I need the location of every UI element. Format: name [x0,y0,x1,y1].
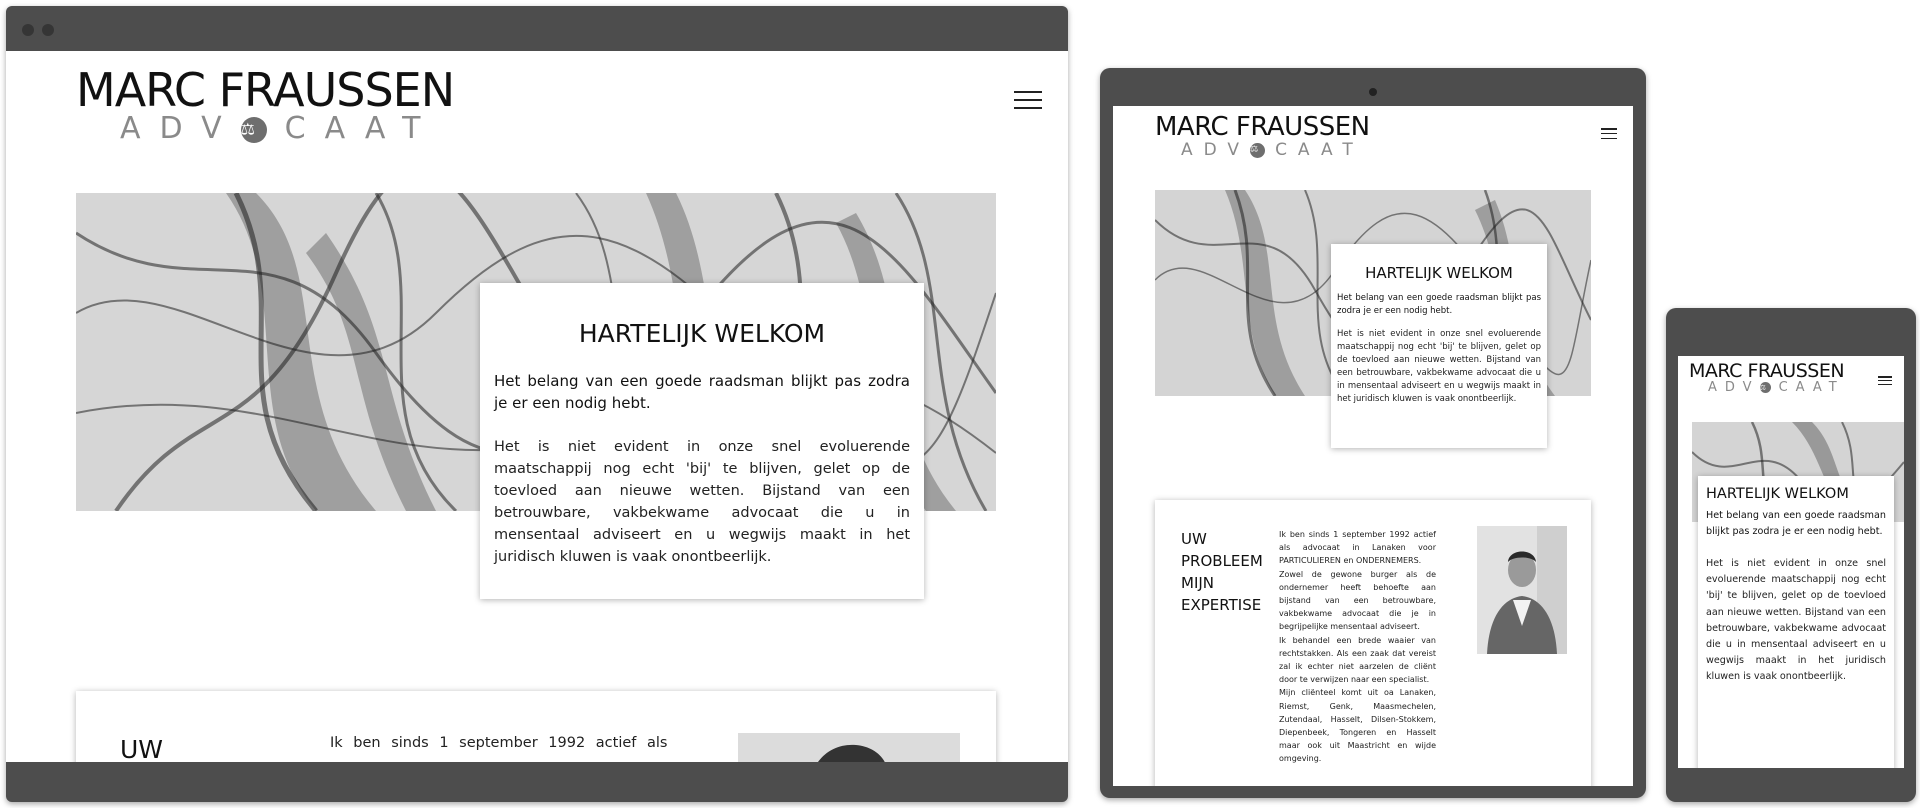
welcome-card [480,283,924,599]
welcome-title: HARTELIJK WELKOM [578,319,826,348]
hamburger-menu-icon[interactable] [1601,128,1617,139]
expertise-title-line: PROBLEEM [1181,552,1263,570]
expertise-paragraph: Ik ben sinds 1 september 1992 actief als advocaat in Lanaken voor PARTICULIEREN en ONDERNEMERS. [1279,530,1436,566]
brand-sub-pre: ADV [1181,140,1251,160]
expertise-title-line: MIJN [1181,574,1215,592]
brand-name[interactable]: MARC FRAUSSEN [76,63,455,117]
desktop-screen [6,51,1068,762]
brand-sub-post: CAAT [284,111,440,146]
phone-frame [1666,308,1916,802]
lawyer-portrait [1477,526,1567,654]
welcome-lead: Het belang van een goede raadsman blijkt pas zodra je er een nodig hebt. [1337,293,1541,316]
welcome-body: Het is niet evident in onze snel evoluerende maatschappij nog echt 'bij' te blijven, gelet op de toevloed aan nieuwe wetten. Bijstand van een betrouwbare, vakbekwame advocaat die u in mensentaal adviseert en u wegwijs maakt in het juridisch kluwen is vaak onontbeerlijk. [494,439,910,565]
welcome-body: Het is niet evident in onze snel evoluerende maatschappij nog echt 'bij' te blijven, gelet op de toevloed aan nieuwe wetten. Bijstand van een betrouwbare, vakbekwame advocaat die u in mensentaal adviseert en u wegwijs maakt in het juridisch kluwen is vaak onontbeerlijk. [1706,558,1886,683]
scales-emblem-icon [1760,382,1771,393]
scales-emblem-icon [241,117,267,143]
expertise-text [1279,528,1436,766]
scales-emblem-icon [1250,143,1265,158]
hamburger-menu-icon[interactable] [1878,376,1892,385]
window-dot [42,24,54,36]
welcome-card [1331,244,1547,448]
brand-name[interactable]: MARC FRAUSSEN [1689,360,1845,382]
welcome-card [1698,476,1894,768]
expertise-title [1181,528,1263,616]
tablet-screen [1113,106,1633,786]
welcome-title: HARTELIJK WELKOM [1365,264,1513,282]
brand-subtitle [1708,380,1845,395]
expertise-section [76,691,996,762]
tablet-camera [1369,88,1377,96]
welcome-lead: Het belang van een goede raadsman blijkt pas zodra je er een nodig hebt. [494,372,910,412]
window-dot [22,24,34,36]
tablet-frame [1100,68,1646,798]
expertise-paragraph: Zowel de gewone burger als de ondernemer heeft behoefte aan bijstand van een betrouwbare, vakbekwame advocaat die je in begrijpelijke mensentaal adviseert. [1279,569,1436,632]
welcome-lead: Het belang van een goede raadsman blijkt pas zodra je er een nodig hebt. [1706,510,1886,537]
welcome-body: Het is niet evident in onze snel evoluerende maatschappij nog echt 'bij' te blijven, gelet op de toevloed aan nieuwe wetten. Bijstand van een betrouwbare, vakbekwame advocaat die u in mensentaal adviseert en u wegwijs maakt in het juridisch kluwen is vaak onontbeerlijk. [1337,329,1541,404]
expertise-title: UW [120,735,164,762]
brand-subtitle [1181,140,1364,160]
lawyer-portrait [738,733,960,762]
expertise-section [1155,500,1591,786]
brand-sub-post: CAAT [1778,380,1845,395]
expertise-paragraph: Mijn cliënteel komt uit oa Lanaken, Riemst, Genk, Maasmechelen, Zutendaal, Hasselt, Dilsen-Stokkem, Diepenbeek, Tongeren en Hasselt maar ook uit Maastricht en wijde omgeving. [1279,688,1436,764]
brand-sub-pre: ADV [1708,380,1760,395]
expertise-paragraph: Ik behandel een brede waaier van rechtstakken. Als een zaak dat vereist zal ik echter niet aarzelen de cliënt door te verwijzen naar een specialist. [1279,635,1436,685]
phone-screen [1678,356,1904,768]
brand-sub-post: CAAT [1275,140,1364,160]
expertise-text: Ik ben sinds 1 september 1992 actief als [330,735,668,751]
brand-subtitle [120,111,439,146]
brand-name[interactable]: MARC FRAUSSEN [1155,112,1370,142]
expertise-title-line: EXPERTISE [1181,596,1262,614]
welcome-title: HARTELIJK WELKOM [1706,486,1849,502]
hamburger-menu-icon[interactable] [1014,91,1042,109]
desktop-frame [6,6,1068,802]
brand-sub-pre: ADV [120,111,241,146]
expertise-title-line: UW [1181,530,1207,548]
